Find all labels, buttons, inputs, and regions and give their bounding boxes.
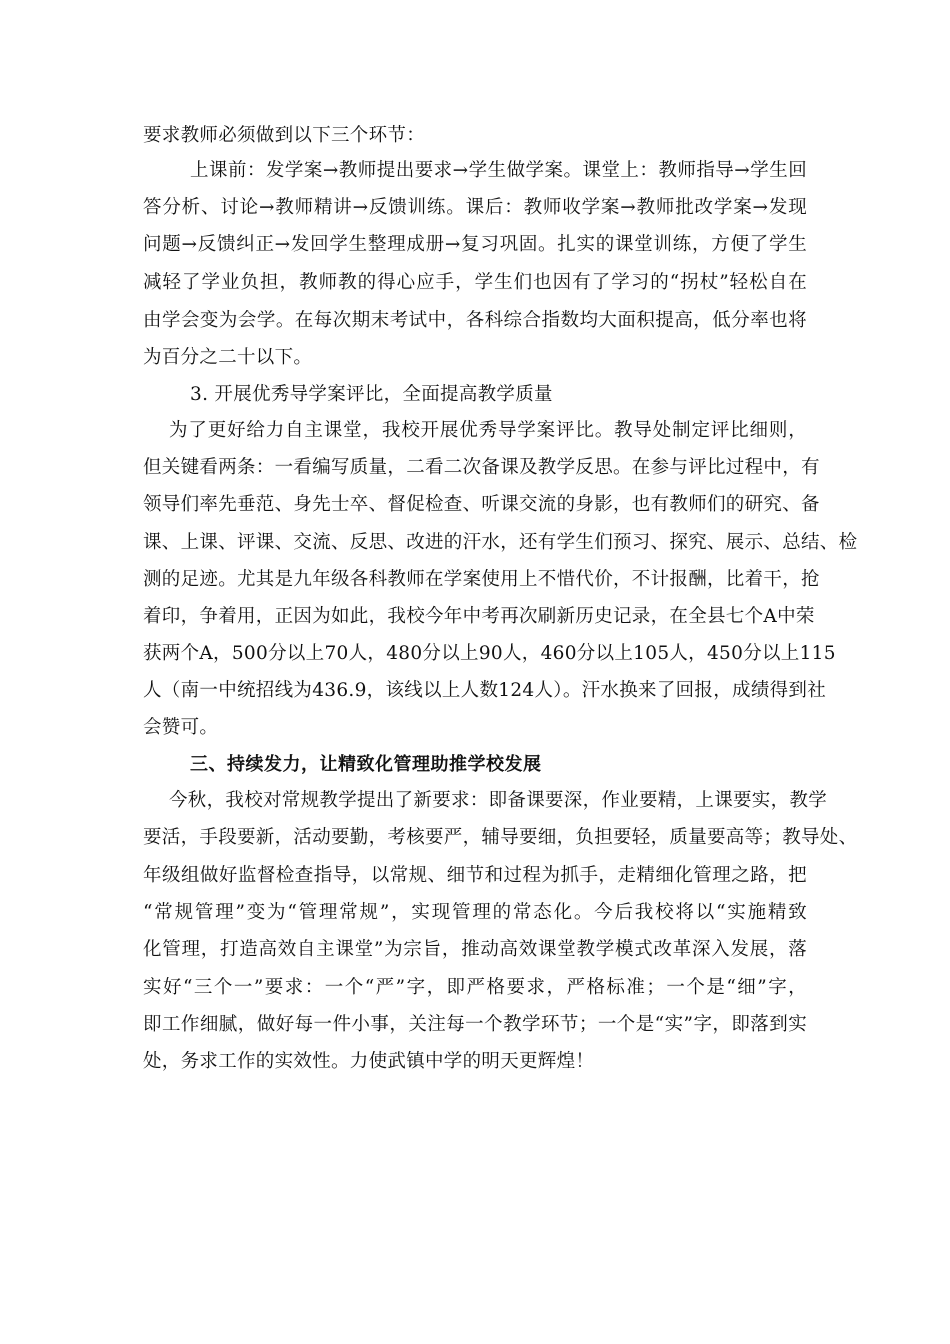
paragraph-line: 要活，手段要新，活动要勤，考核要严，辅导要细，负担要轻，质量要高等；教导处、 [143,827,858,848]
section-heading: 三、持续发力，让精致化管理助推学校发展 [190,754,542,775]
paragraph-line: 领导们率先垂范、身先士卒、督促检查、听课交流的身影，也有教师们的研究、备 [143,494,820,515]
paragraph-line: 获两个A，500分以上70人，480分以上90人，460分以上105人，450分以上115 [143,643,836,664]
paragraph-line: 为了更好给力自主课堂，我校开展优秀导学案评比。教导处制定评比细则， [169,420,807,441]
paragraph-line: 化管理，打造高效自主课堂”为宗旨，推动高效课堂教学模式改革深入发展，落 [143,939,807,960]
paragraph-line: “常规管理”变为“管理常规”，实现管理的常态化。今后我校将以“实施精致 [143,902,807,923]
paragraph-line: 要求教师必须做到以下三个环节： [143,125,426,146]
paragraph-line: 上课前：发学案→教师提出要求→学生做学案。课堂上：教师指导→学生回 [190,160,807,181]
paragraph-line: 减轻了学业负担，教师教的得心应手，学生们也因有了学习的“拐杖”轻松自在 [143,272,807,293]
paragraph-line: 但关键看两条：一看编写质量，二看二次备课及教学反思。在参与评比过程中，有 [143,457,820,478]
paragraph-line: 人（南一中统招线为436.9，该线以上人数124人）。汗水换来了回报，成绩得到社 [143,680,827,701]
paragraph-line: 由学会变为会学。在每次期末考试中，各科综合指数均大面积提高，低分率也将 [143,310,807,331]
paragraph-line: 答分析、讨论→教师精讲→反馈训练。课后：教师收学案→教师批改学案→发现 [143,197,807,218]
section-subheading: 3. 开展优秀导学案评比，全面提高教学质量 [190,384,553,405]
paragraph-line: 处，务求工作的实效性。力使武镇中学的明天更辉煌！ [143,1051,595,1072]
paragraph-line: 年级组做好监督检查指导，以常规、细节和过程为抓手，走精细化管理之路，把 [143,865,807,886]
paragraph-line: 实好“三个一”要求：一个“严”字，即严格要求，严格标准；一个是“细”字， [143,977,807,998]
paragraph-line: 测的足迹。尤其是九年级各科教师在学案使用上不惜代价，不计报酬，比着干，抢 [143,569,820,590]
paragraph-line: 今秋，我校对常规教学提出了新要求：即备课要深，作业要精，上课要实，教学 [169,790,828,811]
paragraph-line: 问题→反馈纠正→发回学生整理成册→复习巩固。扎实的课堂训练，方便了学生 [143,234,807,255]
paragraph-line: 会赞可。 [143,717,219,738]
paragraph-line: 课、上课、评课、交流、反思、改进的汗水，还有学生们预习、探究、展示、总结、检 [143,532,858,553]
paragraph-line: 即工作细腻，做好每一件小事，关注每一个教学环节；一个是“实”字，即落到实 [143,1014,807,1035]
paragraph-line: 着印，争着用，正因为如此，我校今年中考再次刷新历史记录，在全县七个A中荣 [143,606,815,627]
paragraph-line: 为百分之二十以下。 [143,347,313,368]
